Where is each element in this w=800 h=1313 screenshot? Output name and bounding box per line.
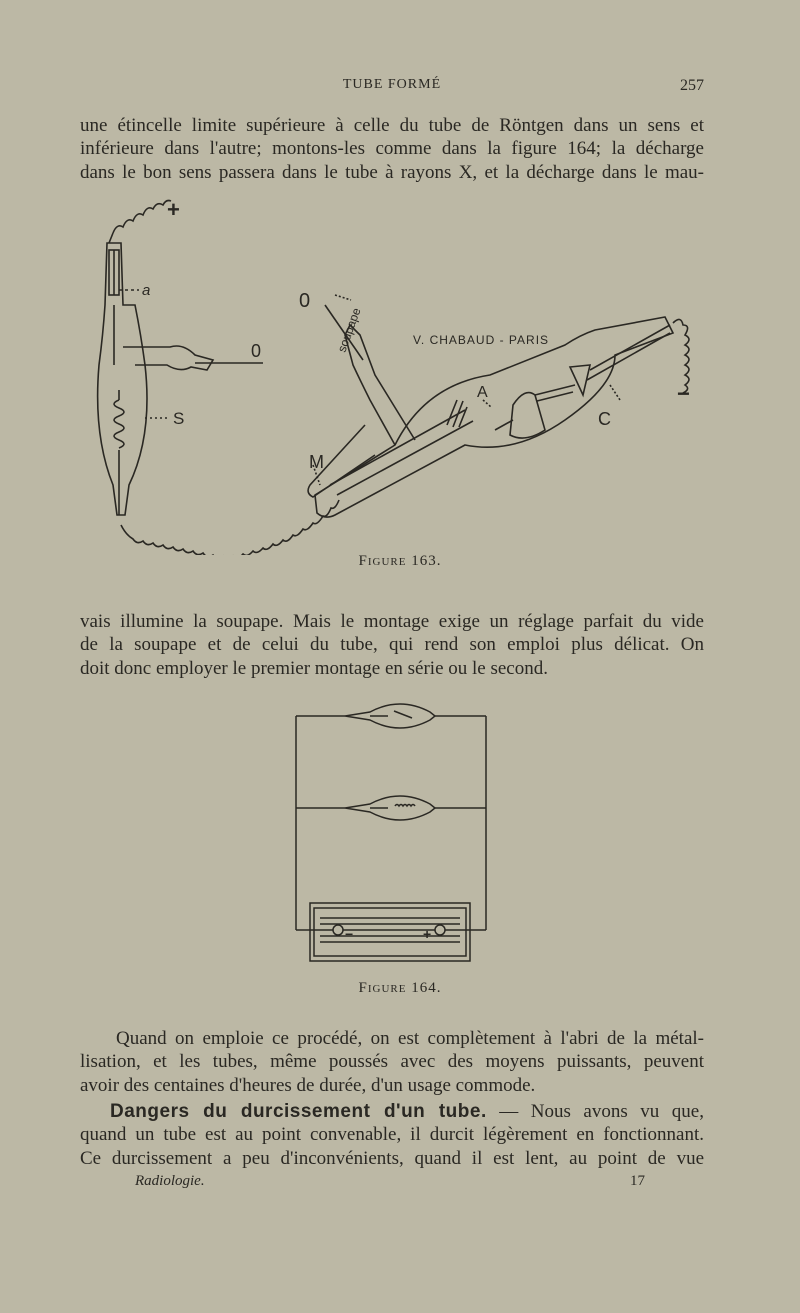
text-line: de la soupape et de celui du tube, qui rend son emploi plus délicat. On [80,634,704,656]
coil-plus: + [423,926,432,942]
text-line: inférieure dans l'autre; montons-les comme dans la figure 164; la décharge [80,138,704,160]
figure-163-caption: Figure 163. [358,553,442,569]
anticathode [510,393,545,439]
label-a: a [142,282,151,299]
xray-tube [315,317,673,517]
text-line: quand un tube est au point convenable, il durcit légèrement en fonctionnant. [80,1124,704,1146]
label-o-top: 0 [299,290,311,312]
tube-middle [345,796,435,820]
label-o-left: 0 [251,341,262,361]
text-line: vais illumine la soupape. Mais le montage exige un réglage parfait du vide [80,611,704,632]
paragraph-4 [80,1100,704,1170]
label-m: M [309,452,324,472]
label-c: C [598,409,611,429]
text-line: dans le bon sens passera dans le tube à rayons X, et la décharge dans le mau- [80,161,704,183]
figure-164-caption: Figure 164. [358,980,442,996]
spiral-wire-bottom [121,500,339,555]
coil-minus: − [345,926,354,942]
running-header [80,77,704,97]
label-a-tube: A [477,384,488,401]
page-number: 257 [680,77,704,94]
paragraph-1 [80,114,704,184]
tube-top [345,704,435,728]
figure-163-illustration [95,195,715,555]
figure-164-circuit [290,698,495,966]
label-minus: − [677,381,690,406]
text-line: lisation, et les tubes, même poussés avec des moyens puissants, peuvent [80,1051,704,1073]
label-plus: + [167,197,180,222]
text-line: Ce durcissement a peu d'inconvénients, quand il est lent, au point de vue [80,1147,704,1169]
paragraph-3 [80,1027,704,1097]
valve-tube [98,243,147,515]
paragraph-2 [80,610,704,680]
text-line: une étincelle limite supérieure à celle du tube de Röntgen dans un sens et [80,115,704,136]
label-maker: V. CHABAUD - PARIS [413,333,550,347]
footer-book-title: Radiologie. [135,1173,205,1189]
text-line: Dangers du durcissement d'un tube. — Nous avons vu que, [110,1101,704,1122]
spiral-wire-top [113,201,171,234]
text-line: doit donc employer le premier montage en série ou le second. [80,657,548,679]
label-valve: soupape [334,305,364,355]
page-footer [135,1173,645,1195]
text-line: Quand on emploie ce procédé, on est complètement à l'abri de la métal- [116,1028,704,1049]
footer-signature: 17 [630,1173,645,1189]
running-title: TUBE FORMÉ [342,77,442,92]
text-line: avoir des centaines d'heures de durée, d'un usage commode. [80,1074,536,1096]
valve-spiral [114,400,124,448]
label-s: S [173,409,185,428]
section-heading: Dangers du durcissement d'un tube. [110,1101,487,1122]
